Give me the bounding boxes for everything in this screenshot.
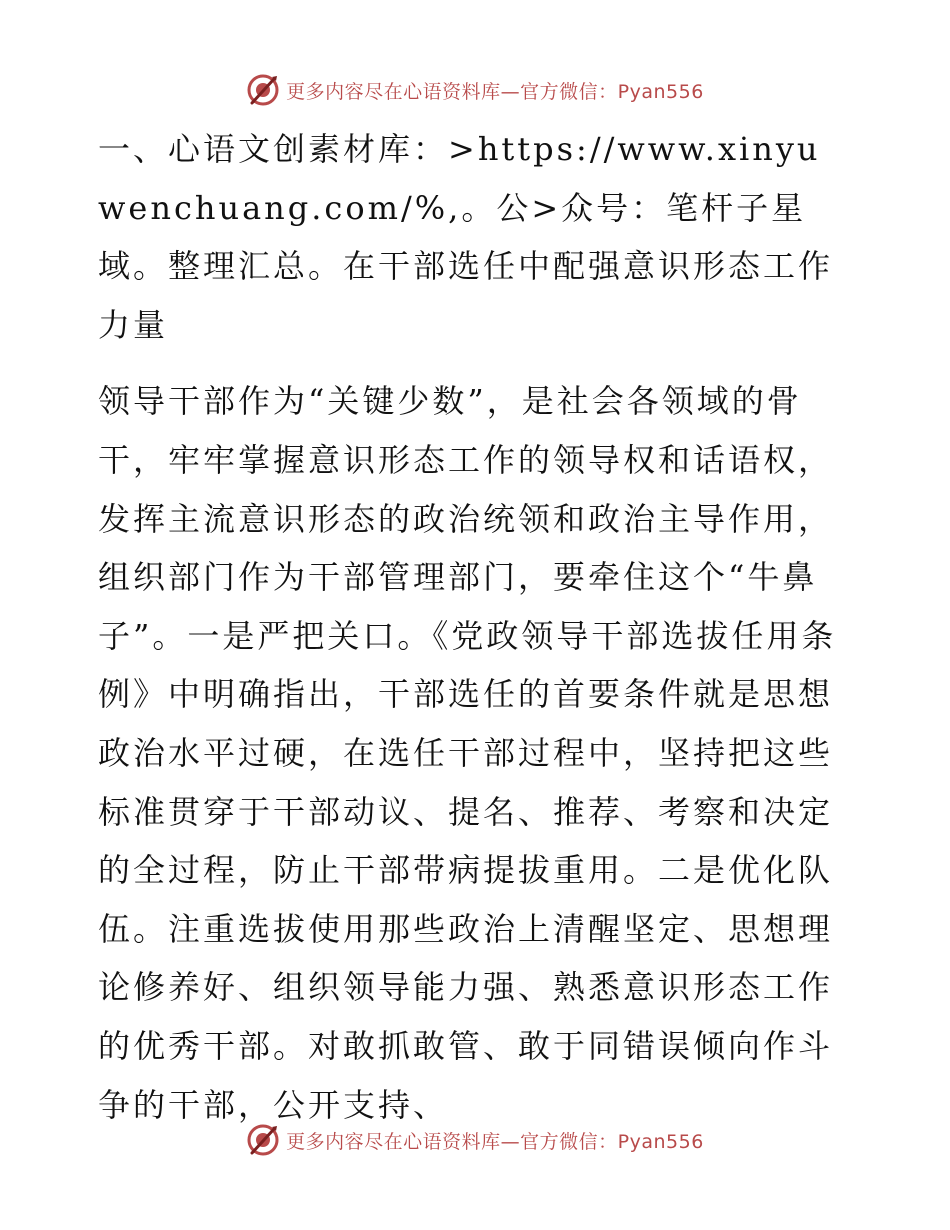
footer-banner-text: 更多内容尽在心语资料库—官方微信：Pyan556: [286, 1130, 704, 1153]
footer-banner: [0, 1120, 950, 1160]
document-body: [98, 120, 850, 1134]
header-banner: [0, 70, 950, 110]
paragraph-main: 领导干部作为“关键少数”，是社会各领域的骨干，牢牢掌握意识形态工作的领导权和话语权，发挥主流意识形态的政治统领和政治主导作用，组织部门作为干部管理部门，要牵住这个“牛鼻子”。一是严把关口。《党政领导干部选拔任用条例》中明确指出，干部选任的首要条件就是思想政治水平过硬，在选任干部过程中，坚持把这些标准贯穿于干部动议、提名、推荐、考察和决定的全过程，防止干部带病提拔重用。二是优化队伍。注重选拔使用那些政治上清醒坚定、思想理论修养好、组织领导能力强、熟悉意识形态工作的优秀干部。对敢抓敢管、敢于同错误倾向作斗争的干部，公开支持、: [98, 382, 837, 1124]
pen-circle-logo-icon: [246, 1123, 280, 1157]
header-banner-text: 更多内容尽在心语资料库—官方微信：Pyan556: [286, 80, 704, 103]
paragraph-intro: 一、心语文创素材库：>https://www.xinyuwenchuang.com/%,。公>众号：笔杆子星域。整理汇总。在干部选任中配强意识形态工作力量: [98, 130, 834, 344]
pen-circle-logo-icon: [246, 73, 280, 107]
